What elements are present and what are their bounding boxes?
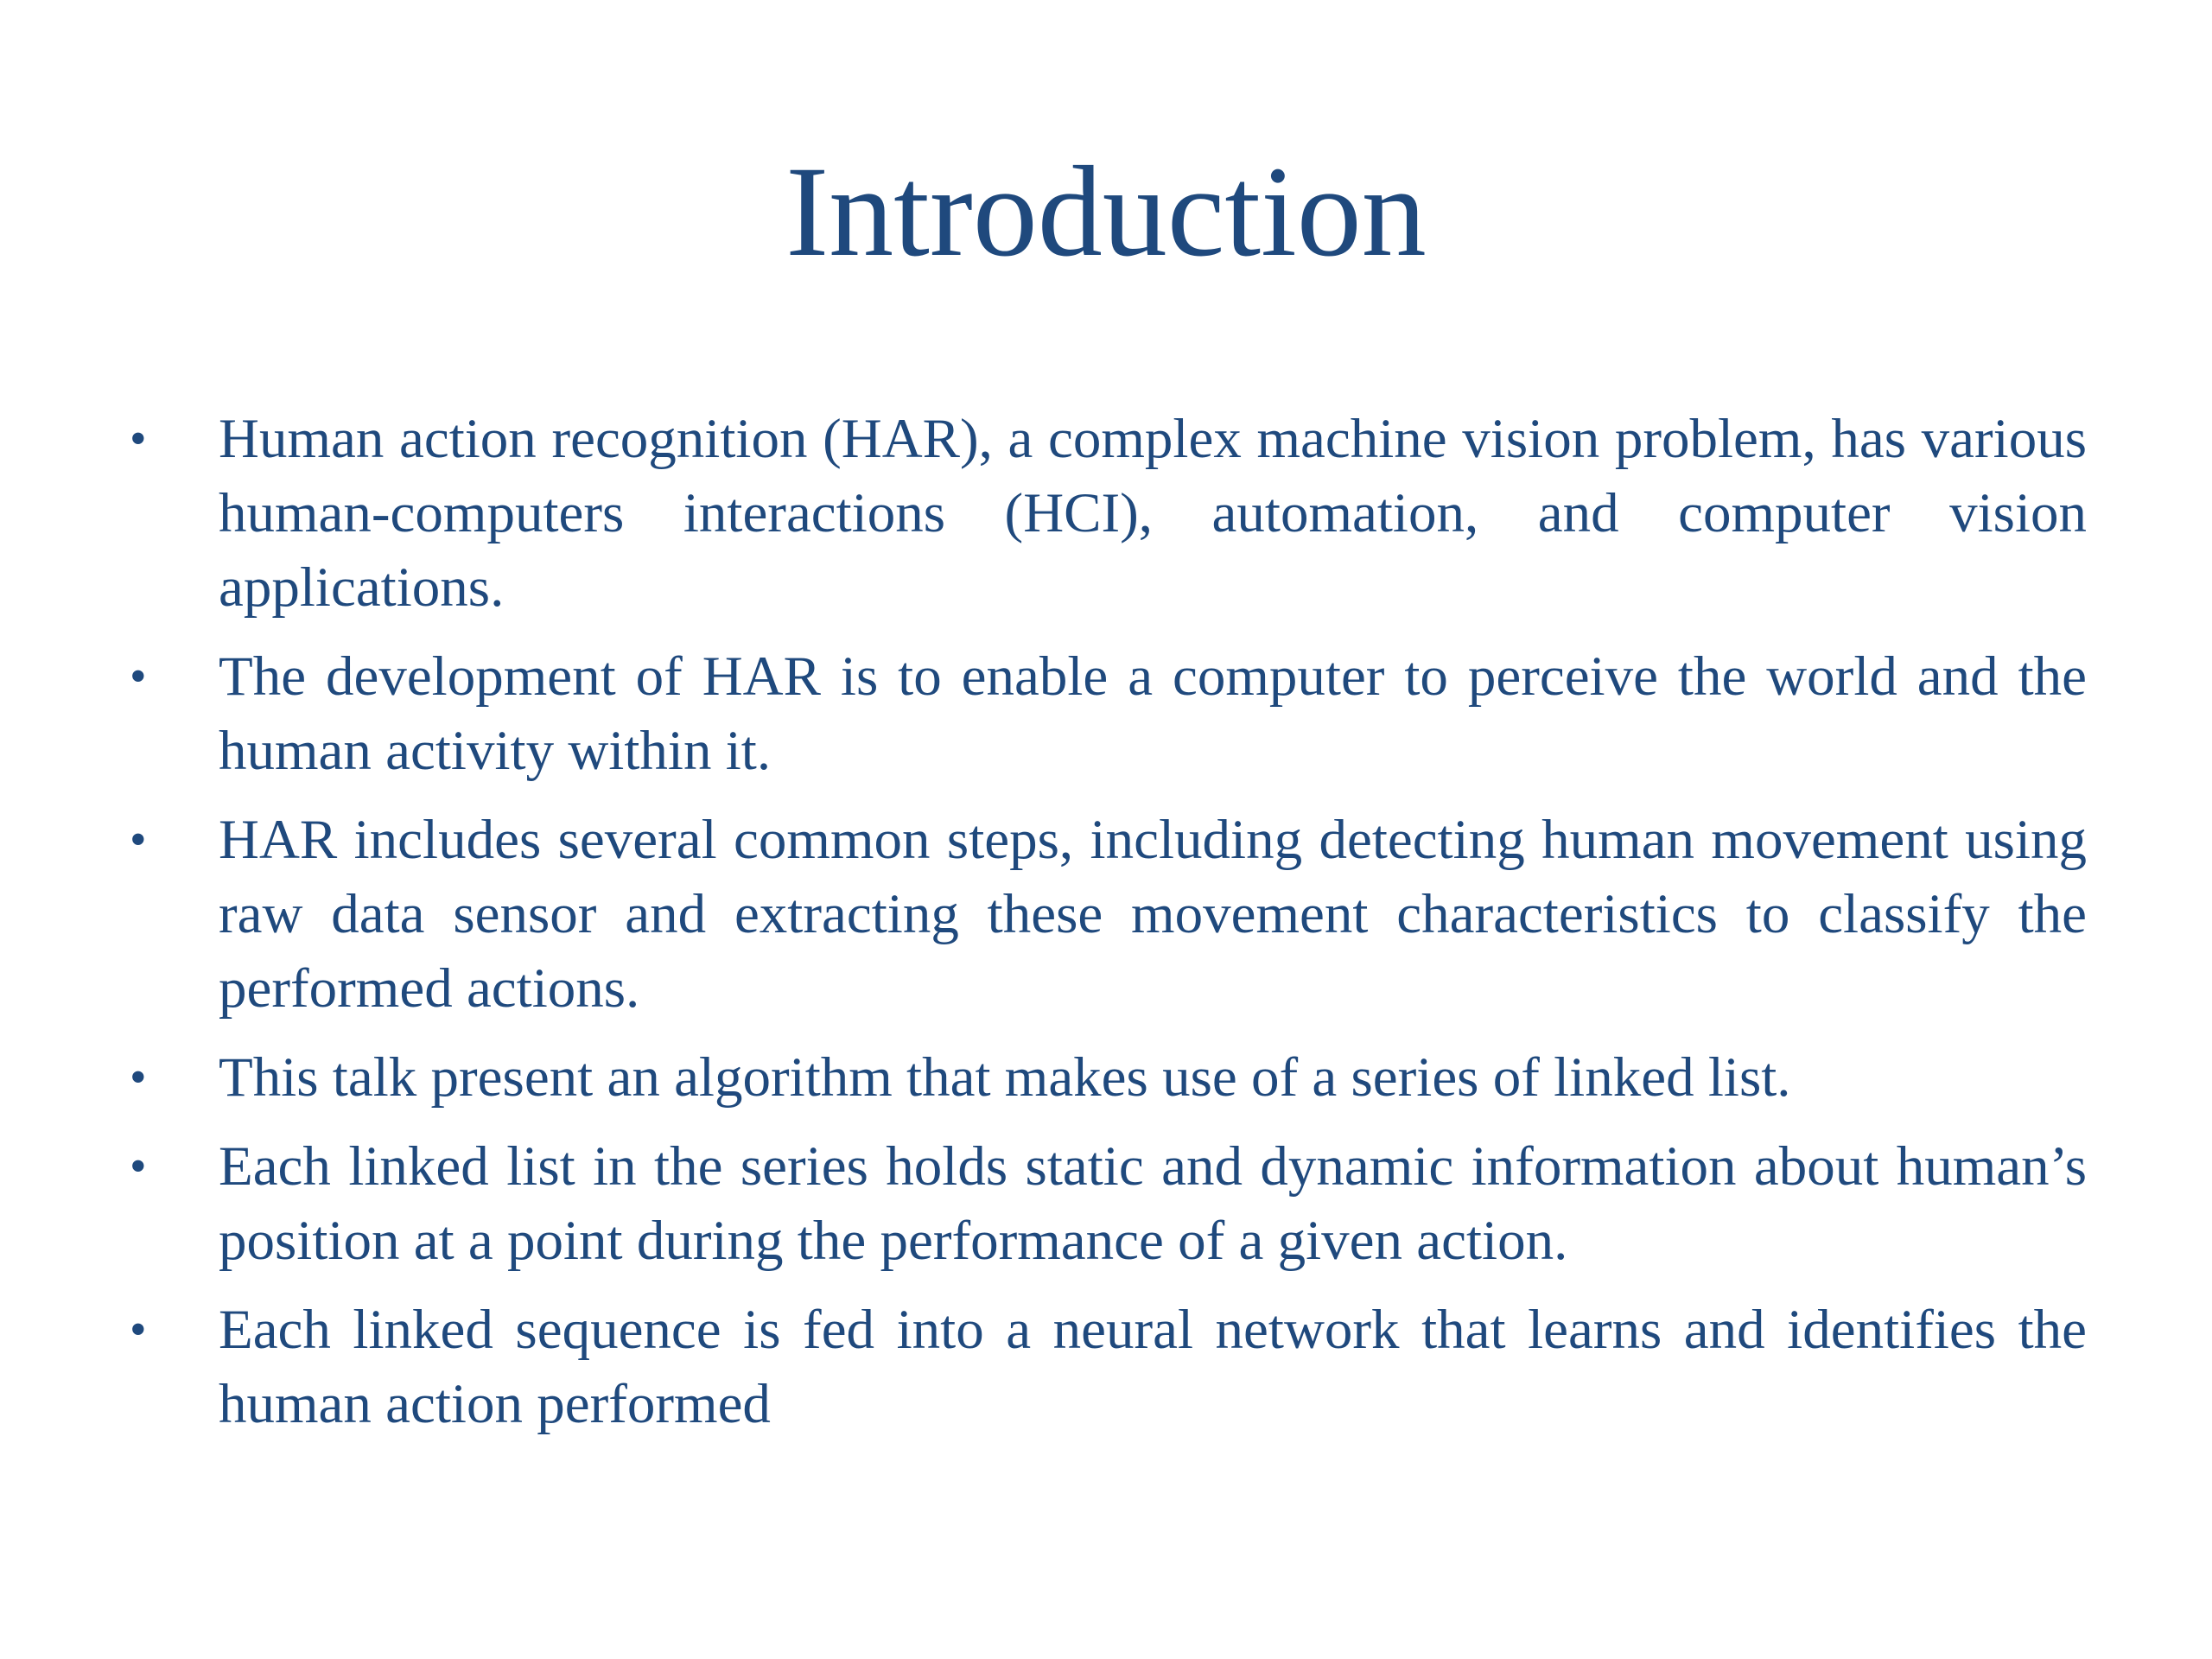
bullet-icon: • — [130, 1140, 147, 1193]
bullet-item — [130, 803, 2087, 1026]
bullet-text: This talk present an algorithm that makes use of a series of linked list. — [219, 1046, 1791, 1109]
bullet-text: HAR includes several common steps, including detecting human movement using raw data sensor and extracting these movement characteristics to classify the performed actions. — [219, 809, 2087, 1020]
bullet-item — [130, 1293, 2087, 1441]
bullet-item — [130, 639, 2087, 788]
bullet-text: Each linked sequence is fed into a neural network that learns and identifies the human action performed — [219, 1299, 2087, 1435]
bullet-icon: • — [130, 412, 147, 466]
bullet-item — [130, 1040, 2087, 1115]
slide-title: Introduction — [785, 140, 1427, 283]
bullet-text: Each linked list in the series holds static and dynamic information about human’s position at a point during the performance of a given action. — [219, 1135, 2087, 1272]
bullet-icon: • — [130, 1303, 147, 1357]
bullet-text: The development of HAR is to enable a computer to perceive the world and the human activity within it. — [219, 645, 2087, 782]
bullet-item — [130, 402, 2087, 625]
bullet-item — [130, 1129, 2087, 1278]
bullet-text: Human action recognition (HAR), a complex machine vision problem, has various human-computers interactions (HCI), automation, and computer vision applications. — [219, 408, 2087, 619]
bullet-icon: • — [130, 650, 147, 703]
bullet-icon: • — [130, 813, 147, 867]
bullet-icon: • — [130, 1051, 147, 1104]
bullet-list — [130, 402, 2087, 1456]
